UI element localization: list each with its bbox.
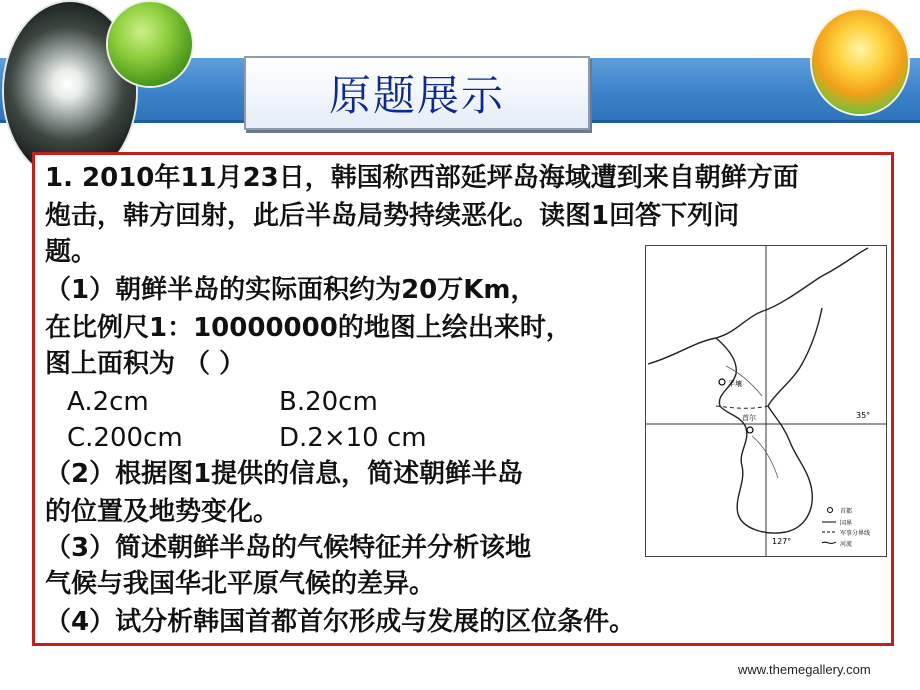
latitude-label: 35° <box>856 411 871 420</box>
longitude-label: 127° <box>772 537 792 546</box>
question-line-10: 气候与我国华北平原气候的差异。 <box>45 569 436 599</box>
question-box <box>32 152 894 646</box>
option-c: C.200cm <box>67 423 183 453</box>
question-line-1: 1. 2010年11月23日，韩国称西部延坪岛海域遭到来自朝鲜方面 <box>45 163 799 193</box>
seoul-label: 首尔 <box>742 414 756 422</box>
river-line <box>752 436 778 478</box>
option-d: D.2×10 cm <box>279 423 427 453</box>
pyongyang-label: 平壤 <box>728 380 742 388</box>
seoul-marker <box>747 427 753 433</box>
question-line-3: 题。 <box>45 237 98 267</box>
legend-capital-icon <box>828 508 833 513</box>
question-line-2: 炮击，韩方回射，此后半岛局势持续恶化。读图1回答下列问 <box>45 201 740 231</box>
footer-url: www.themegallery.com <box>738 662 871 677</box>
slide-title: 原题展示 <box>328 71 505 120</box>
legend-capital-label: 首都 <box>840 508 853 515</box>
legend-river-label: 河流 <box>840 541 853 548</box>
legend-river-icon <box>822 542 836 543</box>
legend-demarcation-label: 军事分界线 <box>840 530 871 537</box>
question-line-5: 在比例尺1：10000000的地图上绘出来时， <box>45 313 572 343</box>
question-line-6: 图上面积为 （ ） <box>45 349 246 379</box>
question-line-11: （4）试分析韩国首都首尔形成与发展的区位条件。 <box>45 607 636 637</box>
border-line <box>648 248 868 364</box>
question-line-9: （3）简述朝鲜半岛的气候特征并分析该地 <box>45 533 532 563</box>
option-a: A.2cm <box>67 387 149 417</box>
green-leaf-photo <box>108 2 192 86</box>
peninsula-coastline <box>716 308 822 533</box>
map-svg <box>646 246 886 556</box>
yellow-tulip-photo <box>812 10 908 114</box>
legend-border-label: 国界 <box>840 520 853 527</box>
korea-peninsula-map <box>645 245 887 557</box>
question-line-8: 的位置及地势变化。 <box>45 497 280 527</box>
question-line-7: （2）根据图1提供的信息，简述朝鲜半岛 <box>45 459 524 489</box>
question-line-4: （1）朝鲜半岛的实际面积约为20万Km， <box>45 275 537 305</box>
pyongyang-marker <box>719 379 725 385</box>
option-b: B.20cm <box>279 387 378 417</box>
demarcation-line <box>716 406 768 408</box>
slide-title-box <box>244 56 590 130</box>
